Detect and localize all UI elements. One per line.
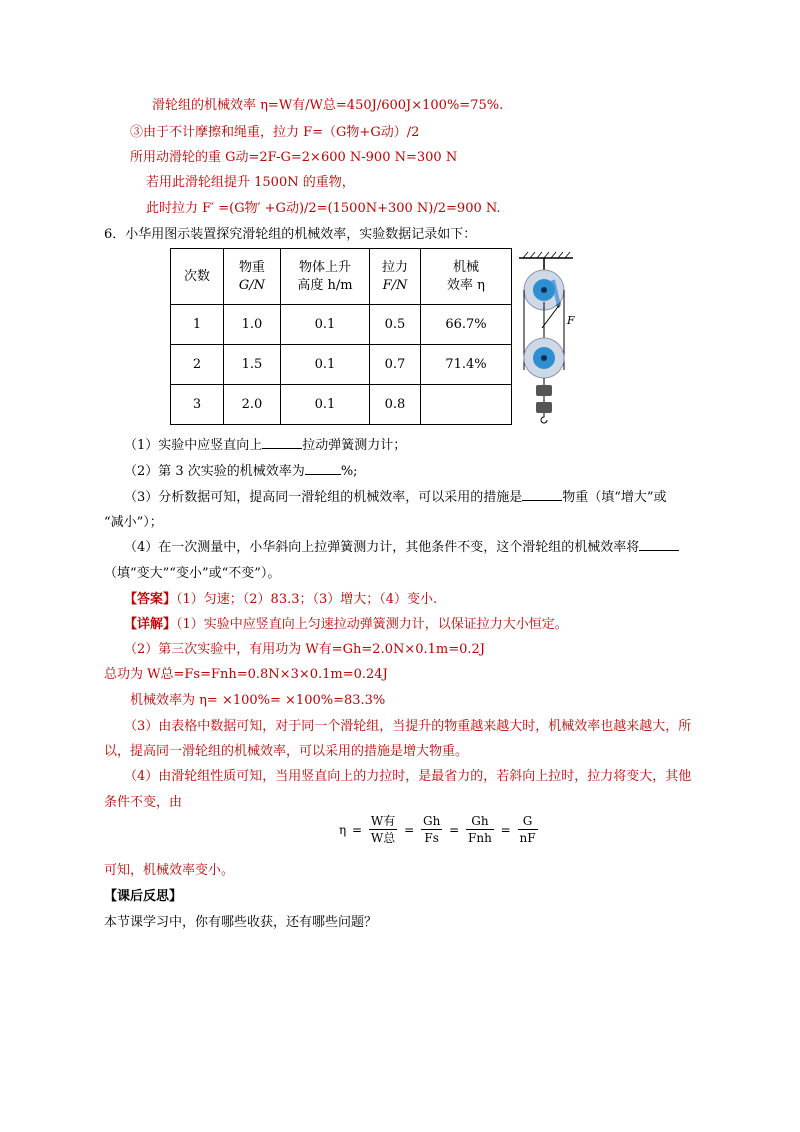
answer-blank[interactable] [522,500,562,501]
answer-text: （1）匀速；（2）83.3；（3）增大；（4）变小. [176,592,438,607]
question-3-cont: “减小”）； [104,515,163,530]
reflection-title: 【课后反思】 [104,889,183,904]
reflection-question: 本节课学习中，你有哪些收获，还有哪些问题？ [104,915,378,930]
question-1: （1）实验中应竖直向上 拉动弹簧测力计； [124,438,407,453]
detail-line: 条件不变，由 [104,795,183,810]
table-cell: 0.8 [370,385,421,425]
table-header-cell: 次数 [171,249,224,305]
table-cell: 71.4% [421,345,512,385]
data-table [170,248,512,425]
table-row [171,345,512,385]
detail-line [124,616,568,634]
text-line: 此时拉力 F′ =(G物′ +G动)/2=(1500N+300 N)/2=900 N. [146,201,501,216]
text-line: 滑轮组的机械效率 η=W有/W总=450J/600J×100%=75%. [152,98,504,113]
detail-line: （4）由滑轮组性质可知，当用竖直向上的力拉时，是最省力的，若斜向上拉时，拉力将变大，其他 [124,769,692,784]
formula-fraction: $\frac{G}{nF}$ [519,814,536,845]
detail-line: 总功为 W总=Fs=Fnh=0.8N×3×0.1m=0.24J [104,667,388,682]
table-cell: 1.0 [224,305,281,345]
table-cell: 1.5 [224,345,281,385]
answer-blank[interactable] [262,448,302,449]
table-cell: 0.1 [281,345,370,385]
table-header-cell: 物重 G/N [224,249,281,305]
answer-tag: 【答案】 [124,592,177,607]
table-cell: 0.1 [281,305,370,345]
table-header-row [171,249,512,305]
weight-icon [536,402,552,413]
table-cell: 0.7 [370,345,421,385]
table-cell [421,385,512,425]
detail-line: （2）第三次实验中，有用功为 W有=Gh=2.0N×0.1m=0.2J [124,642,486,657]
formula-fraction: $\frac{Gh}{Fs}$ [422,814,441,845]
hook-icon [541,413,547,423]
table-header-cell: 拉力 F/N [370,249,421,305]
formula-fraction: $\frac{Gh}{\text{Fnh}}$ [468,814,492,845]
detail-line: 以，提高同一滑轮组的机械效率，可以采用的措施是增大物重。 [104,744,469,759]
detail-text: （1）实验中应竖直向上匀速拉动弹簧测力计，以保证拉力大小恒定。 [176,617,568,632]
table-cell: 1 [171,305,224,345]
formula-fraction: $\frac{\text{W有}}{\text{W总}}$ [370,814,396,845]
question-2: （2）第 3 次实验的机械效率为 %; [124,464,358,479]
detail-line: （3）由表格中数据可知，对于同一个滑轮组，当提升的物重越来越大时，机械效率也越来越大，所 [124,719,692,734]
table-cell: 2 [171,345,224,385]
text-line: 所用动滑轮的重 G动=2F-G=2×600 N-900 N=300 N [130,150,458,165]
question-3: （3）分析数据可知，提高同一滑轮组的机械效率，可以采用的措施是 物重（填“增大”或 [124,490,667,505]
detail-tag: 【详解】 [124,617,177,632]
table-cell: 66.7% [421,305,512,345]
answer-blank[interactable] [305,474,341,475]
table-cell: 2.0 [224,385,281,425]
force-label: F [567,314,575,327]
weight-icon [536,385,552,396]
question-title: 6．小华用图示装置探究滑轮组的机械效率，实验数据记录如下： [104,227,477,242]
detail-line: 机械效率为 η= ×100%= ×100%=83.3% [130,693,386,708]
question-4-cont: （填“变大”“变小”或“不变”）。 [104,566,281,581]
detail-line: 可知，机械效率变小。 [104,863,235,878]
pulley-diagram [515,250,585,425]
answer-line [124,591,437,609]
table-row [171,385,512,425]
text-line: ③由于不计摩擦和绳重，拉力 F=（G物+G动）/2 [130,125,420,140]
table-header-cell: 机械 效率 η [421,249,512,305]
text-line: 若用此滑轮组提升 1500N 的重物， [146,175,355,190]
efficiency-formula: η = $\frac{\text{W有}}{\text{W总}}$ = $\frac{Gh}{Fs}$ = $\frac{Gh}{\text{Fnh}}$ = $\frac{G}{nF}$ [339,814,536,845]
answer-blank[interactable] [639,550,679,551]
table-row [171,305,512,345]
table-cell: 0.1 [281,385,370,425]
question-4: （4）在一次测量中，小华斜向上拉弹簧测力计，其他条件不变，这个滑轮组的机械效率将 [124,539,679,557]
table-header-cell: 物体上升 高度 h/m [281,249,370,305]
table-cell: 3 [171,385,224,425]
table-cell: 0.5 [370,305,421,345]
